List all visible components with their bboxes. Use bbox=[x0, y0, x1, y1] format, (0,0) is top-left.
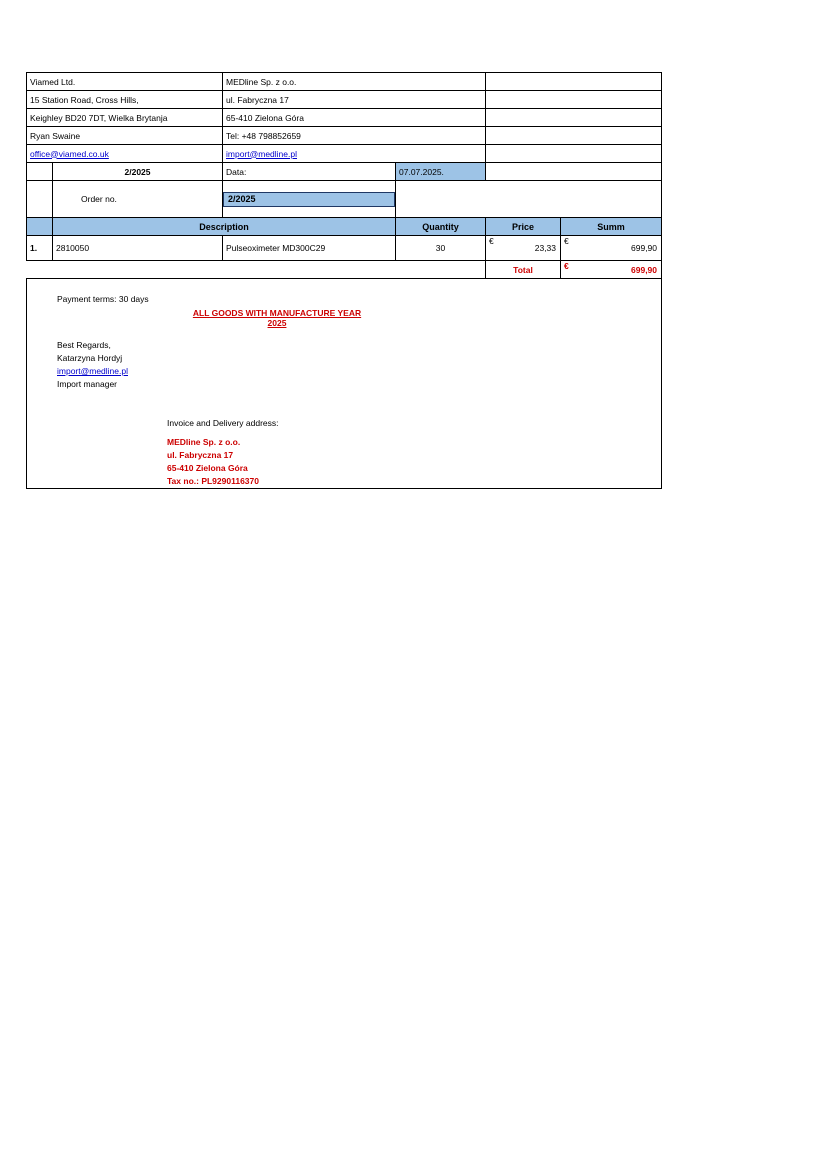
doc-number: 2/2025 bbox=[124, 166, 151, 177]
signer-title: Import manager bbox=[57, 379, 117, 389]
item-summ-cell bbox=[561, 236, 662, 261]
items-header-row bbox=[27, 218, 662, 236]
item-index: 1. bbox=[30, 243, 38, 253]
date-label-cell bbox=[223, 163, 396, 181]
buyer-email-cell[interactable] bbox=[223, 145, 486, 163]
item-description-cell bbox=[223, 236, 396, 261]
table-row bbox=[27, 236, 662, 261]
docnumber-date-row bbox=[27, 163, 662, 181]
header-index bbox=[27, 218, 53, 236]
delivery-line-1: MEDline Sp. z o.o. bbox=[167, 437, 241, 447]
item-quantity: 30 bbox=[435, 243, 446, 253]
item-price-cell bbox=[486, 236, 561, 261]
seller-address1-cell bbox=[27, 91, 223, 109]
item-description: Pulseoximeter MD300C29 bbox=[226, 243, 326, 253]
address-row-1 bbox=[27, 73, 662, 91]
seller-email-link[interactable]: office@viamed.co.uk bbox=[30, 148, 109, 159]
document-table bbox=[26, 72, 662, 489]
total-spacer-3 bbox=[223, 261, 396, 279]
orderno-spacer-2 bbox=[396, 181, 662, 218]
address-row-3 bbox=[27, 109, 662, 127]
order-no-row bbox=[27, 181, 662, 218]
item-price-currency: € bbox=[489, 236, 494, 246]
date-value: 07.07.2025. bbox=[399, 166, 444, 177]
address-row-2 bbox=[27, 91, 662, 109]
total-spacer-4 bbox=[396, 261, 486, 279]
seller-address2-cell bbox=[27, 109, 223, 127]
item-code: 2810050 bbox=[56, 243, 90, 253]
delivery-line-2: ul. Fabryczna 17 bbox=[167, 450, 234, 460]
order-no-value-cell[interactable] bbox=[223, 181, 396, 218]
header-price-label: Price bbox=[512, 221, 535, 232]
buyer-address1-cell bbox=[223, 91, 486, 109]
date-label: Data: bbox=[226, 166, 247, 177]
payment-terms: Payment terms: 30 days bbox=[57, 294, 149, 304]
seller-address-line1: 15 Station Road, Cross Hills, bbox=[30, 94, 139, 105]
buyer-phone-cell bbox=[223, 127, 486, 145]
header-quantity-label: Quantity bbox=[422, 221, 459, 232]
total-value: 699,90 bbox=[631, 264, 658, 275]
total-row bbox=[27, 261, 662, 279]
buyer-address2-cell bbox=[223, 109, 486, 127]
total-label-cell bbox=[486, 261, 561, 279]
seller-contact: Ryan Swaine bbox=[30, 130, 81, 141]
header-summ bbox=[561, 218, 662, 236]
header-spacer-5 bbox=[486, 145, 662, 163]
notes-cell bbox=[27, 279, 662, 489]
seller-name: Viamed Ltd. bbox=[30, 76, 76, 87]
buyer-name: MEDline Sp. z o.o. bbox=[226, 76, 297, 87]
header-price bbox=[486, 218, 561, 236]
header-summ-label: Summ bbox=[597, 221, 625, 232]
notes-row bbox=[27, 279, 662, 489]
total-currency: € bbox=[564, 261, 569, 271]
highlight-line-2: 2025 bbox=[267, 318, 287, 328]
docnumber-spacer bbox=[27, 163, 53, 181]
total-label: Total bbox=[513, 264, 533, 275]
buyer-address-line2: 65-410 Zielona Góra bbox=[226, 112, 304, 123]
seller-email-cell[interactable] bbox=[27, 145, 223, 163]
item-summ: 699,90 bbox=[631, 243, 658, 253]
item-code-cell bbox=[53, 236, 223, 261]
header-spacer-4 bbox=[486, 127, 662, 145]
buyer-email-link[interactable]: import@medline.pl bbox=[226, 148, 297, 159]
buyer-phone: Tel: +48 798852659 bbox=[226, 130, 301, 141]
order-no-label: Order no. bbox=[81, 194, 117, 204]
item-quantity-cell bbox=[396, 236, 486, 261]
doc-number-cell bbox=[53, 163, 223, 181]
delivery-line-4: Tax no.: PL9290116370 bbox=[167, 476, 259, 486]
regards: Best Regards, bbox=[57, 340, 111, 350]
order-document bbox=[26, 72, 661, 489]
total-spacer-2 bbox=[53, 261, 223, 279]
header-spacer-1 bbox=[486, 73, 662, 91]
header-quantity bbox=[396, 218, 486, 236]
highlight-line-1: ALL GOODS WITH MANUFACTURE YEAR bbox=[192, 308, 362, 318]
item-price: 23,33 bbox=[534, 243, 557, 253]
seller-contact-cell bbox=[27, 127, 223, 145]
buyer-address-line1: ul. Fabryczna 17 bbox=[226, 94, 289, 105]
total-value-cell bbox=[561, 261, 662, 279]
address-row-5 bbox=[27, 145, 662, 163]
header-description-label: Description bbox=[199, 221, 249, 232]
date-value-cell bbox=[396, 163, 486, 181]
total-spacer-1 bbox=[27, 261, 53, 279]
signer-name: Katarzyna Hordyj bbox=[57, 353, 123, 363]
delivery-line-3: 65-410 Zielona Góra bbox=[167, 463, 248, 473]
address-row-4 bbox=[27, 127, 662, 145]
order-no-label-cell bbox=[53, 181, 223, 218]
item-index-cell bbox=[27, 236, 53, 261]
order-no-input[interactable]: 2/2025 bbox=[223, 192, 395, 207]
notes-block bbox=[27, 279, 661, 488]
seller-name-cell bbox=[27, 73, 223, 91]
docnumber-spacer-2 bbox=[486, 163, 662, 181]
buyer-name-cell bbox=[223, 73, 486, 91]
signer-email-link[interactable]: import@medline.pl bbox=[57, 366, 128, 376]
delivery-heading: Invoice and Delivery address: bbox=[167, 418, 279, 428]
orderno-spacer bbox=[27, 181, 53, 218]
item-summ-currency: € bbox=[564, 236, 569, 246]
header-spacer-2 bbox=[486, 91, 662, 109]
header-description bbox=[53, 218, 396, 236]
seller-address-line2: Keighley BD20 7DT, Wielka Brytanja bbox=[30, 112, 168, 123]
header-spacer-3 bbox=[486, 109, 662, 127]
